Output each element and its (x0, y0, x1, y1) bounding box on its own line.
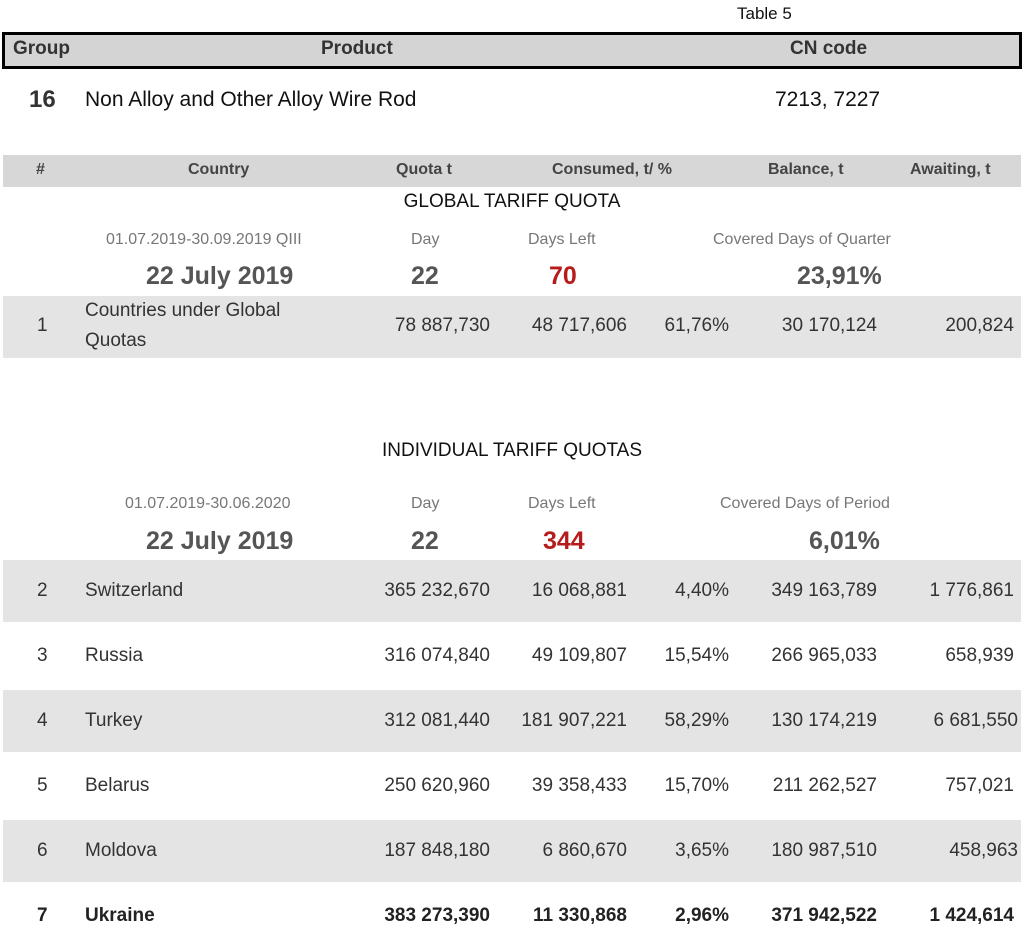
row-balance: 349 163,789 (771, 580, 877, 601)
individual-period: 01.07.2019-30.06.2020 (125, 495, 291, 512)
table-row (3, 690, 1021, 752)
row-num: 7 (37, 905, 48, 926)
row-country: Moldova (85, 840, 157, 861)
column-header-balance: Balance, t (768, 161, 844, 178)
group-header-label: Group (13, 38, 70, 59)
row-awaiting: 1 424,614 (929, 905, 1014, 926)
row-num: 5 (37, 775, 48, 796)
row-num: 2 (37, 580, 48, 601)
row-awaiting: 6 681,550 (933, 710, 1018, 731)
row-quota: 250 620,960 (384, 775, 490, 796)
table-row (3, 560, 1021, 622)
global-period: 01.07.2019-30.09.2019 QIII (106, 231, 302, 248)
row-quota: 187 848,180 (384, 840, 490, 861)
row-consumed: 49 109,807 (531, 645, 627, 666)
group-number: 16 (29, 86, 56, 113)
column-header-consumed: Consumed, t/ % (552, 161, 673, 178)
row-balance: 180 987,510 (771, 840, 877, 861)
row-quota: 383 273,390 (384, 905, 490, 926)
row-awaiting: 458,963 (949, 840, 1018, 861)
row-country: Switzerland (85, 580, 184, 601)
row-num: 3 (37, 645, 48, 666)
column-header-quota: Quota t (396, 161, 452, 178)
row-consumed: 48 717,606 (531, 315, 627, 336)
row-percent: 15,70% (664, 775, 729, 796)
individual-days-left-value: 344 (543, 527, 585, 555)
individual-section-title: INDIVIDUAL TARIFF QUOTAS (381, 440, 643, 461)
row-percent: 58,29% (664, 710, 729, 731)
row-percent: 61,76% (664, 315, 729, 336)
row-balance: 371 942,522 (771, 905, 877, 926)
row-country: Turkey (85, 710, 143, 731)
row-consumed: 181 907,221 (521, 710, 627, 731)
product-header-label: Product (321, 38, 393, 59)
row-num: 4 (37, 710, 48, 731)
row-quota: 78 887,730 (394, 315, 490, 336)
row-balance: 266 965,033 (771, 645, 877, 666)
cn-code-header-label: CN code (790, 38, 868, 59)
row-balance: 130 174,219 (771, 710, 877, 731)
row-balance: 30 170,124 (781, 315, 877, 336)
row-quota: 316 074,840 (384, 645, 490, 666)
row-country-line1: Countries under Global (85, 300, 281, 321)
table-caption: Table 5 (737, 4, 792, 23)
row-percent: 15,54% (664, 645, 729, 666)
cn-codes: 7213, 7227 (775, 88, 881, 111)
global-days-left-value: 70 (549, 262, 577, 290)
row-percent: 3,65% (675, 840, 729, 861)
table-row (3, 625, 1021, 687)
row-balance: 211 262,527 (772, 775, 877, 796)
row-country: Ukraine (85, 905, 155, 926)
column-header-bar (3, 155, 1021, 187)
column-header-country: Country (188, 161, 250, 178)
row-quota: 312 081,440 (384, 710, 490, 731)
global-section-title: GLOBAL TARIFF QUOTA (403, 191, 621, 212)
table-row (3, 820, 1021, 882)
row-awaiting: 200,824 (945, 315, 1014, 336)
row-country-line2: Quotas (85, 330, 147, 351)
product-name: Non Alloy and Other Alloy Wire Rod (85, 88, 417, 111)
global-days-left-label: Days Left (528, 231, 596, 248)
group-header-bar (2, 32, 1022, 69)
individual-covered-value: 6,01% (809, 527, 880, 555)
row-awaiting: 757,021 (945, 775, 1014, 796)
row-num: 6 (37, 840, 48, 861)
individual-date: 22 July 2019 (146, 527, 294, 555)
individual-day-value: 22 (411, 527, 439, 555)
row-country: Russia (85, 645, 144, 666)
column-header-num: # (36, 161, 45, 178)
global-day-label: Day (411, 231, 440, 248)
row-quota: 365 232,670 (384, 580, 490, 601)
row-percent: 2,96% (675, 905, 729, 926)
row-consumed: 6 860,670 (542, 840, 627, 861)
table-row (3, 296, 1021, 358)
column-header-awaiting: Awaiting, t (910, 161, 991, 178)
row-consumed: 16 068,881 (531, 580, 627, 601)
individual-covered-label: Covered Days of Period (720, 495, 890, 512)
global-covered-label: Covered Days of Quarter (713, 231, 891, 248)
row-consumed: 39 358,433 (531, 775, 627, 796)
row-num: 1 (37, 315, 48, 336)
row-awaiting: 1 776,861 (929, 580, 1014, 601)
table-row (3, 885, 1021, 937)
individual-day-label: Day (411, 495, 440, 512)
global-day-value: 22 (411, 262, 439, 290)
row-awaiting: 658,939 (945, 645, 1014, 666)
table-row (3, 755, 1021, 817)
row-country: Belarus (85, 775, 150, 796)
row-percent: 4,40% (675, 580, 729, 601)
row-consumed: 11 330,868 (532, 905, 627, 926)
individual-days-left-label: Days Left (528, 495, 596, 512)
global-covered-value: 23,91% (797, 262, 882, 290)
global-date: 22 July 2019 (146, 262, 294, 290)
